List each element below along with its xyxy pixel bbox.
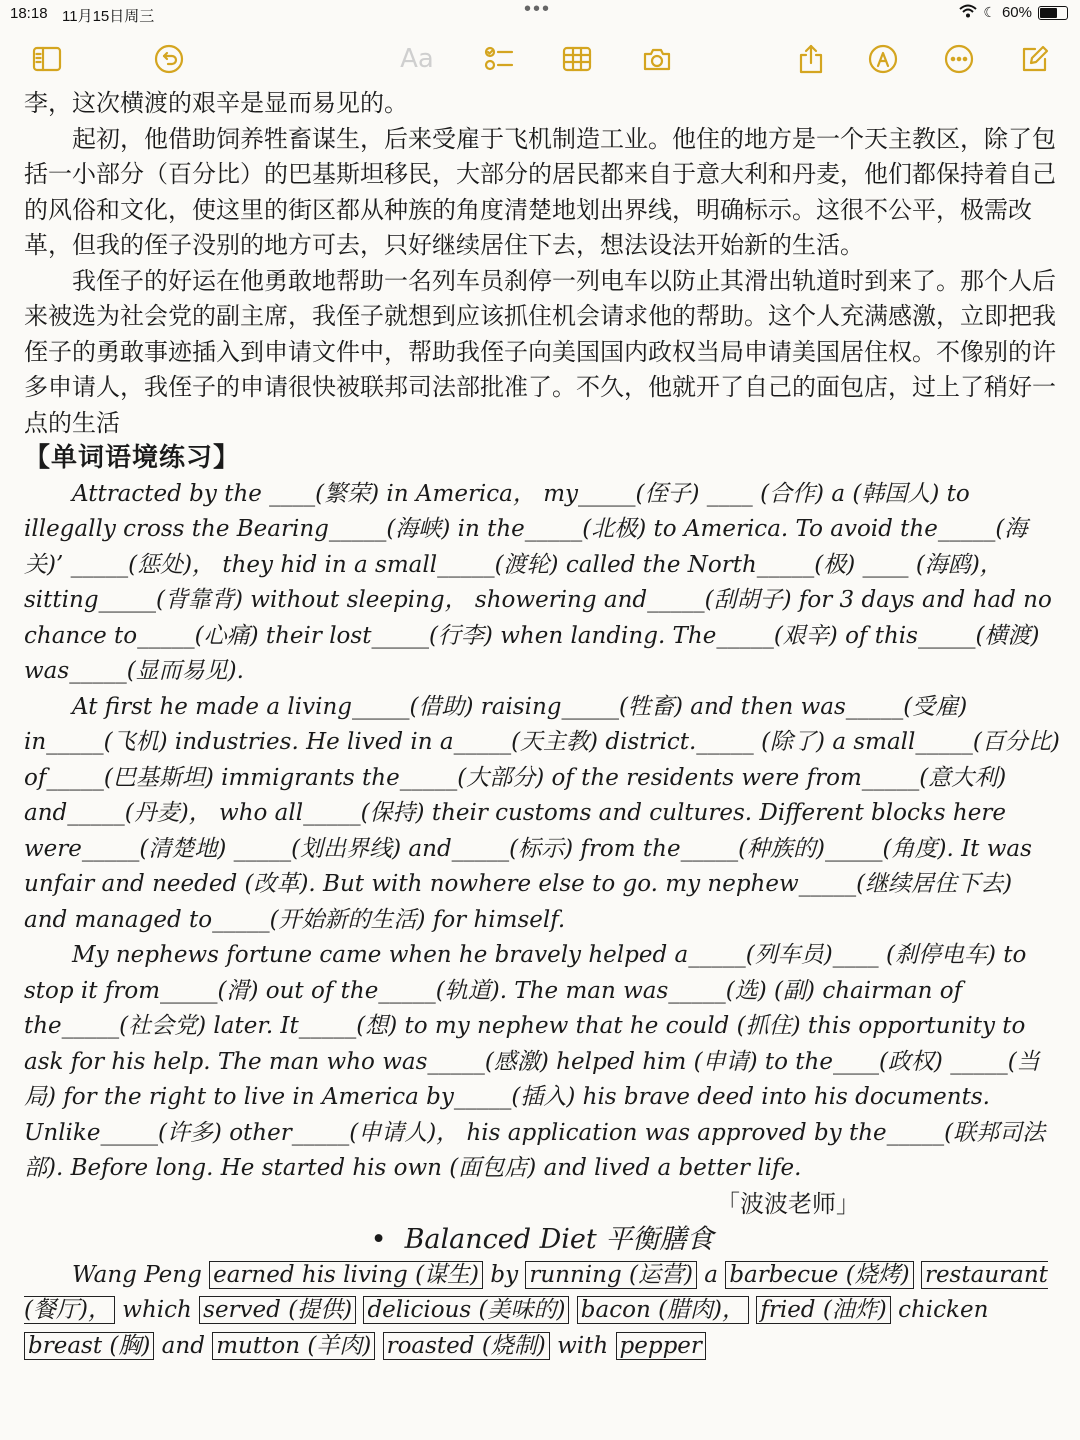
vocab-box: mutton (羊肉) <box>212 1332 375 1360</box>
diet-title: Balanced Diet 平衡膳食 <box>404 1224 714 1255</box>
bullet-icon: • <box>370 1224 387 1255</box>
more-options-icon[interactable] <box>938 38 980 80</box>
sidebar-toggle-icon[interactable] <box>26 38 68 80</box>
status-bar <box>0 0 1080 28</box>
diet-text: by <box>490 1261 519 1288</box>
text-format-button[interactable] <box>396 38 438 80</box>
status-right <box>959 4 1068 21</box>
exercise-paragraph: My nephews fortune came when he bravely helped a_____(列车员)____ (刹停电车) to stop it from_____(滑) out of the_____(轨道). The man was_____(选) (副) chairman of the_____(社会党) later. It_____(想) to my nephew that he could (抓住) this opportunity to ask for his help. The man who was_____(感激) helped him (申请) to the____(政权) _____(当局) for the right to live in America by_____(插入) his brave deed into his documents. Unlike_____(许多) other_____(申请人)， his application was approved by the_____(联邦司法部). Before long. He started his own (面包店) and lived a better life. <box>24 942 1046 1181</box>
text-format-label: Aa <box>400 44 434 74</box>
diet-heading <box>24 1222 1060 1258</box>
chinese-paragraph: 我侄子的好运在他勇敢地帮助一名列车员刹停一列电车以防止其滑出轨道时到来了。那个人后来被选为社会党的副主席，我侄子就想到应该抓住机会请求他的帮助。这个人充满感激，立即把我侄子的勇敢事迹插入到申请文件中，帮助我侄子向美国国内政权当局申请美国居住权。不像别的许多申请人，我侄子的申请很快被联邦司法部批准了。不久，他就开了自己的面包店，过上了稍好一点的生活 <box>24 266 1056 437</box>
vocab-box: running (运营) <box>525 1261 697 1289</box>
chinese-paragraph: 李，这次横渡的艰辛是显而易见的。 <box>24 89 408 117</box>
vocab-box: pepper <box>616 1332 706 1360</box>
diet-text: chicken <box>898 1297 989 1323</box>
wifi-icon <box>959 4 977 21</box>
share-icon[interactable] <box>790 38 832 80</box>
section-title: 【单词语境练习】 <box>24 443 241 473</box>
status-date: 11月15日周三 <box>62 8 155 25</box>
diet-text: with <box>557 1332 609 1359</box>
signature: 「波波老师」 <box>716 1189 860 1218</box>
diet-text: which <box>122 1297 192 1323</box>
chinese-paragraph: 起初，他借助饲养牲畜谋生，后来受雇于飞机制造工业。他住的地方是一个天主教区，除了包括一小部分（百分比）的巴基斯坦移民，大部分的居民都来自于意大利和丹麦，他们都保持着自己的风俗和文化，使这里的街区都从种族的角度清楚地划出界线，明确标示。这很不公平，极需改革，但我的侄子没别的地方可去，只好继续居住下去，想法设法开始新的生活。 <box>24 124 1056 259</box>
markup-pen-icon[interactable] <box>862 38 904 80</box>
vocab-box: roasted (烧制) <box>383 1332 550 1360</box>
battery-percent: 60% <box>1001 4 1032 21</box>
diet-text: and <box>161 1332 205 1359</box>
vocab-box: delicious (美味的) <box>363 1296 569 1324</box>
vocab-box: bacon (腊肉)， <box>577 1296 749 1324</box>
undo-icon[interactable] <box>148 38 190 80</box>
exercise-paragraph: At first he made a living_____(借助) raising_____(牲畜) and then was_____(受雇) in_____(飞机) industries. He lived in a_____(天主教) district._____ (除了) a small_____(百分比) of_____(巴基斯坦) immigrants the_____(大部分) of the residents were from_____(意大利) and_____(丹麦)， who all_____(保持) their customs and cultures. Different blocks here were_____(清楚地) _____(划出界线) and_____(标示) from the_____(种族的)_____(角度). It was unfair and needed (改革). But with nowhere else to go. my nephew_____(继续居住下去) and managed to_____(开始新的生活) for himself. <box>24 693 1060 933</box>
status-time: 18:18 <box>10 5 48 22</box>
diet-text: a <box>704 1261 718 1288</box>
camera-icon[interactable] <box>636 38 678 80</box>
compose-icon[interactable] <box>1014 38 1056 80</box>
diet-paragraph <box>24 1258 1060 1365</box>
checklist-icon[interactable] <box>478 38 520 80</box>
vocab-box: barbecue (烧烤) <box>725 1261 913 1289</box>
vocab-box: restaurant (餐厅)， <box>24 1261 1048 1323</box>
diet-text: Wang Peng <box>72 1261 202 1288</box>
vocab-box: breast (胸) <box>24 1332 154 1360</box>
battery-icon <box>1038 6 1068 20</box>
battery-fill <box>1040 8 1057 18</box>
note-body[interactable] <box>24 86 1060 1364</box>
vocab-box: earned his living (谋生) <box>209 1261 483 1289</box>
notes-toolbar <box>0 38 1080 86</box>
moon-icon: ☾ <box>983 4 996 20</box>
exercise-paragraph: Attracted by the ____(繁荣) in America， my_____(侄子) ____ (合作) a (韩国人) to illegally cross the Bearing_____(海峡) in the_____(北极) to America. To avoid the_____(海关)’ _____(惩处)， they hid in a small_____(渡轮) called the North_____(极) ____ (海鸥)， sitting_____(背靠背) without sleeping， showering and_____(刮胡子) for 3 days and had no chance to_____(心痛) their lost_____(行李) when landing. The_____(艰辛) of this_____(横渡) was_____(显而易见). <box>24 480 1052 684</box>
vocab-box: fried (油炸) <box>756 1296 890 1324</box>
vocab-box: served (提供) <box>199 1296 356 1324</box>
table-icon[interactable] <box>556 38 598 80</box>
multitasking-dots[interactable]: ••• <box>524 0 552 20</box>
